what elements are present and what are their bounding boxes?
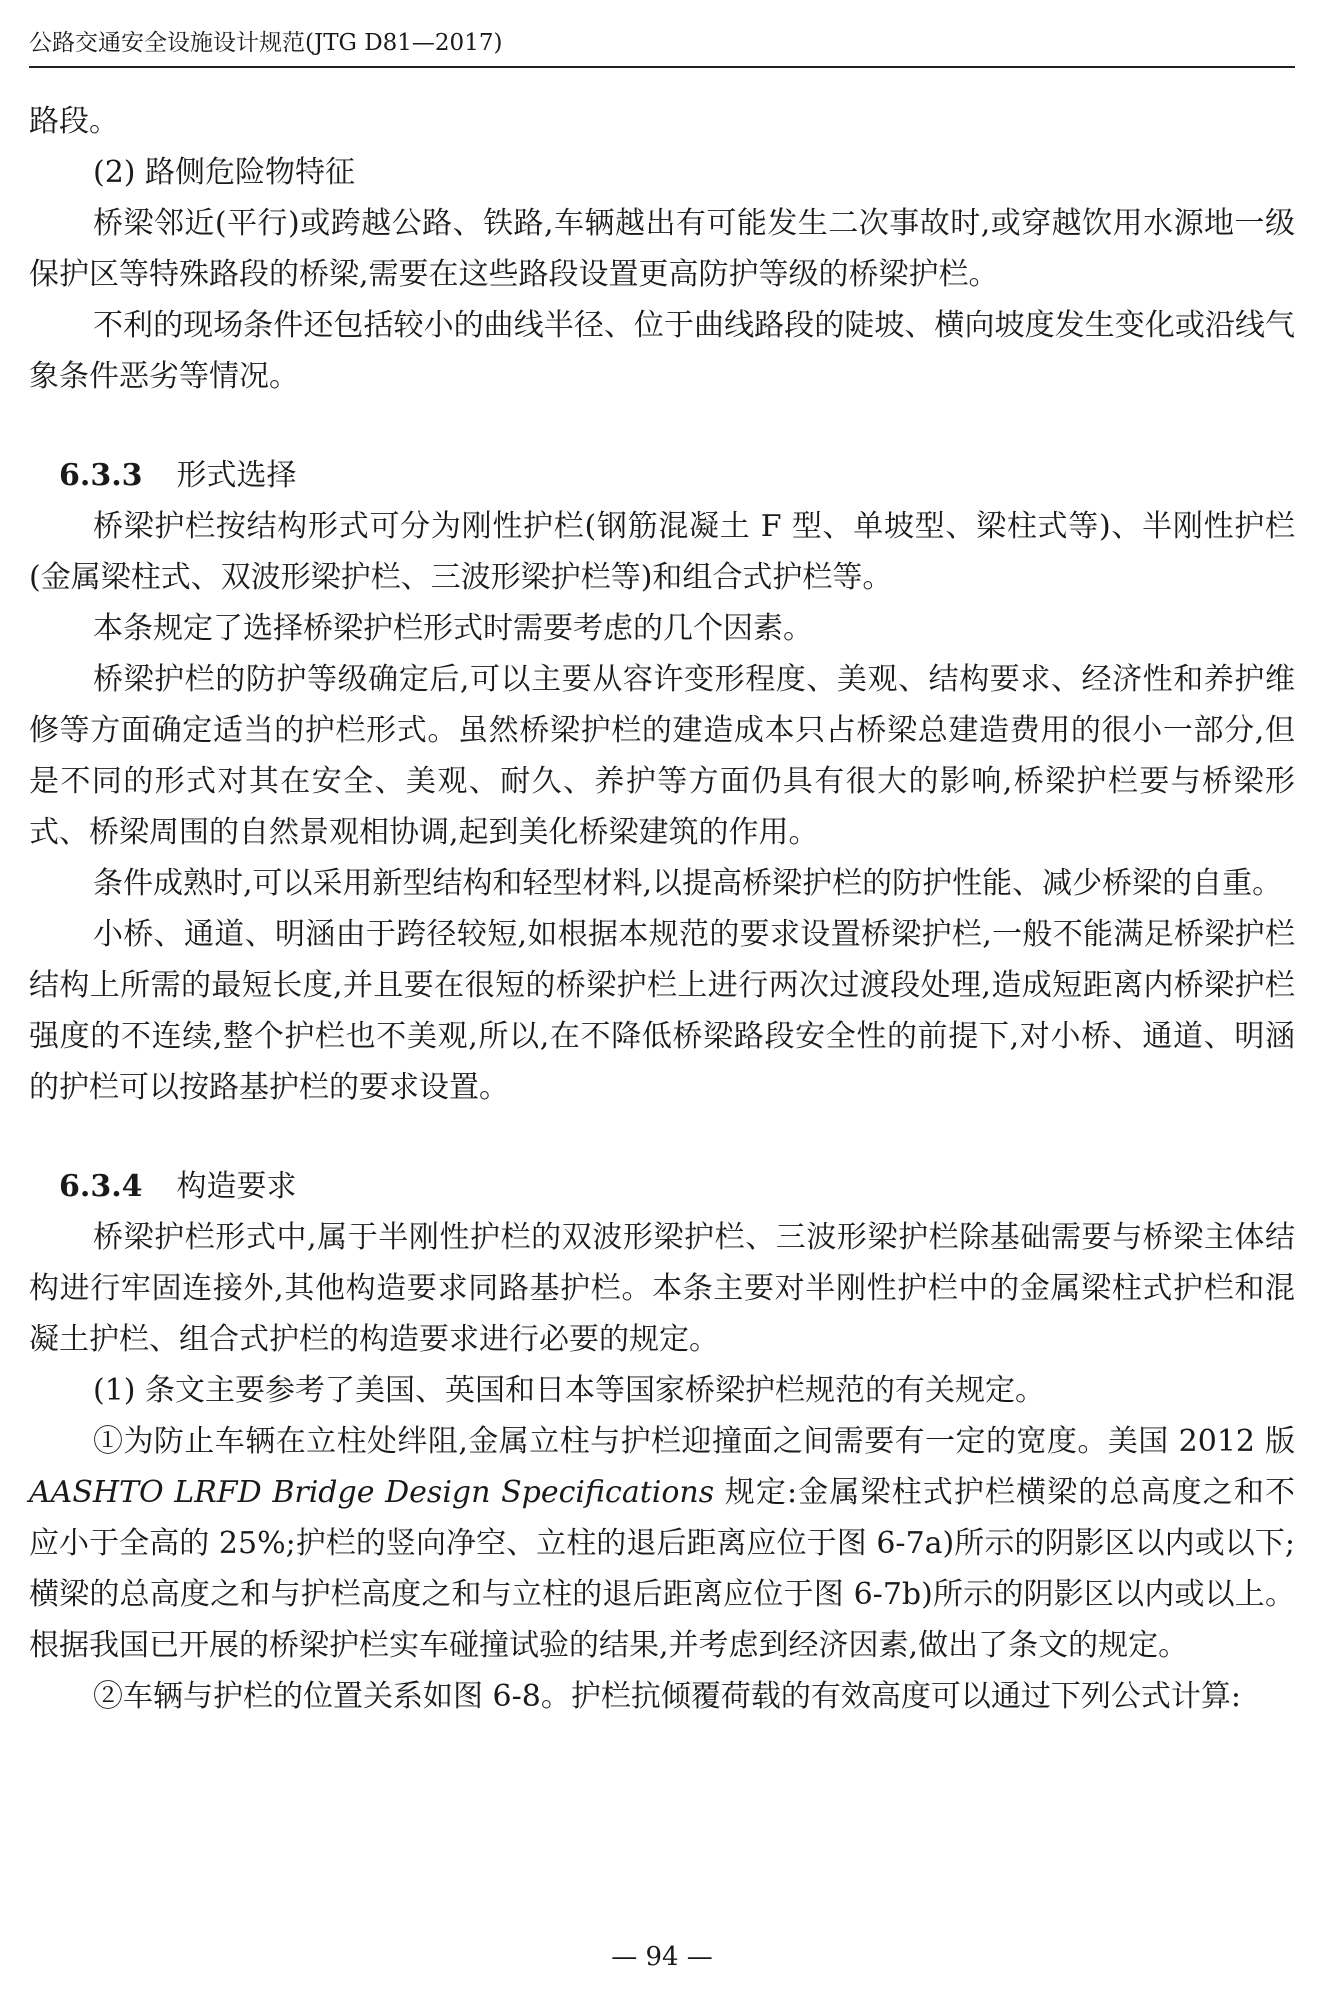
section-number: 6.3.3 bbox=[59, 458, 143, 493]
section-heading-6-3-3 bbox=[29, 450, 1295, 501]
section-title: 构造要求 bbox=[176, 1169, 297, 1204]
paragraph: 条件成熟时,可以采用新型结构和轻型材料,以提高桥梁护栏的防护性能、减少桥梁的自重。 bbox=[93, 866, 1283, 901]
paragraph: (1) 条文主要参考了美国、英国和日本等国家桥梁护栏规范的有关规定。 bbox=[93, 1373, 1046, 1408]
text-run: ①为防止车辆在立柱处绊阻,金属立柱与护栏迎撞面之间需要有一定的宽度。美国 2012 版 bbox=[93, 1424, 1295, 1459]
section-heading-6-3-4 bbox=[29, 1161, 1295, 1212]
page-number: — 94 — bbox=[611, 1942, 713, 1972]
paragraph: 小桥、通道、明涵由于跨径较短,如根据本规范的要求设置桥梁护栏,一般不能满足桥梁护栏结构上所需的最短长度,并且要在很短的桥梁护栏上进行两次过渡段处理,造成短距离内桥梁护栏强度的不连续,整个护栏也不美观,所以,在不降低桥梁路段安全性的前提下,对小桥、通道、明涵的护栏可以按路基护栏的要求设置。 bbox=[29, 917, 1295, 1105]
paragraph bbox=[29, 1416, 1295, 1671]
citation-title: AASHTO LRFD Bridge Design Specifications bbox=[29, 1475, 715, 1510]
paragraph: 桥梁护栏形式中,属于半刚性护栏的双波形梁护栏、三波形梁护栏除基础需要与桥梁主体结构进行牢固连接外,其他构造要求同路基护栏。本条主要对半刚性护栏中的金属梁柱式护栏和混凝土护栏、组合式护栏的构造要求进行必要的规定。 bbox=[29, 1220, 1295, 1357]
paragraph: 路段。 bbox=[29, 104, 119, 139]
paragraph: 本条规定了选择桥梁护栏形式时需要考虑的几个因素。 bbox=[93, 611, 813, 646]
paragraph: 不利的现场条件还包括较小的曲线半径、位于曲线路段的陡坡、横向坡度发生变化或沿线气象条件恶劣等情况。 bbox=[29, 308, 1295, 394]
section-title: 形式选择 bbox=[176, 458, 297, 493]
paragraph: 桥梁护栏的防护等级确定后,可以主要从容许变形程度、美观、结构要求、经济性和养护维修等方面确定适当的护栏形式。虽然桥梁护栏的建造成本只占桥梁总建造费用的很小一部分,但是不同的形式对其在安全、美观、耐久、养护等方面仍具有很大的影响,桥梁护栏要与桥梁形式、桥梁周围的自然景观相协调,起到美化桥梁建筑的作用。 bbox=[29, 662, 1295, 850]
paragraph: 桥梁邻近(平行)或跨越公路、铁路,车辆越出有可能发生二次事故时,或穿越饮用水源地一级保护区等特殊路段的桥梁,需要在这些路段设置更高防护等级的桥梁护栏。 bbox=[29, 206, 1295, 292]
page-body bbox=[29, 96, 1295, 1722]
paragraph: ②车辆与护栏的位置关系如图 6-8。护栏抗倾覆荷载的有效高度可以通过下列公式计算: bbox=[93, 1679, 1241, 1714]
text-run: 规定:金属梁柱式护栏横梁的总高度之和不应小于全高的 25%;护栏的竖向净空、立柱的退后距离应位于图 6-7a)所示的阴影区以内或以下;横梁的总高度之和与护栏高度之和与立柱的退后距离应位于图 6-7b)所示的阴影区以内或以上。根据我国已开展的桥梁护栏实车碰撞试验的结果,并考虑到经济因素,做出了条文的规定。 bbox=[29, 1475, 1295, 1663]
subheading: (2) 路侧危险物特征 bbox=[93, 155, 356, 190]
paragraph: 桥梁护栏按结构形式可分为刚性护栏(钢筋混凝土 F 型、单坡型、梁柱式等)、半刚性护栏(金属梁柱式、双波形梁护栏、三波形梁护栏等)和组合式护栏等。 bbox=[29, 509, 1295, 595]
section-number: 6.3.4 bbox=[59, 1169, 143, 1204]
running-header: 公路交通安全设施设计规范(JTG D81—2017) bbox=[29, 26, 1295, 68]
